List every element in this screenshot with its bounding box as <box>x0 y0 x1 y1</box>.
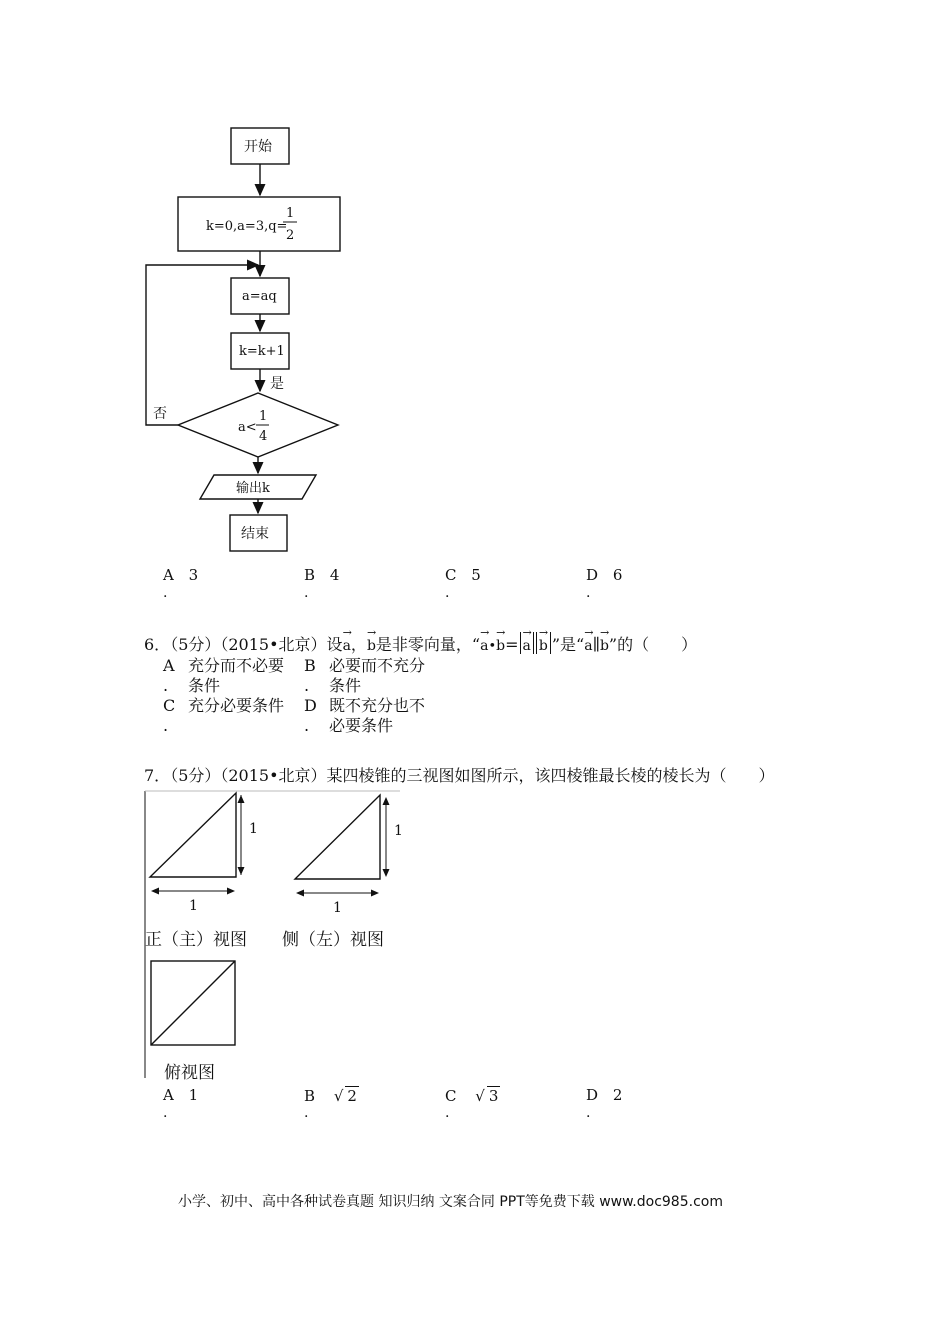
option-value: 6 <box>612 566 623 584</box>
front-view-triangle <box>150 793 236 877</box>
q7-option-d[interactable]: D 2 . <box>586 1086 623 1121</box>
side-width-label: 1 <box>333 900 342 916</box>
no-label: 否 <box>153 406 167 422</box>
start-text: 开始 <box>244 139 272 155</box>
front-view-label: 正（主）视图 <box>145 930 247 950</box>
option-radicand: 2 <box>347 1087 357 1105</box>
q7-option-c[interactable]: C √ 3 . <box>445 1087 499 1121</box>
stem-text: ”是“ <box>551 635 585 654</box>
stem-text: 设 <box>326 635 343 654</box>
equals-sign: = <box>505 635 519 654</box>
option-letter: A <box>163 656 175 675</box>
vector-b: → b <box>539 632 548 654</box>
question-source: （2015•北京） <box>220 635 327 654</box>
option-dot: . <box>163 676 169 695</box>
option-text: 条件 <box>329 676 362 695</box>
option-text: 必要而不充分 <box>329 656 426 675</box>
cond-frac-den: 4 <box>259 429 268 444</box>
option-letter: C <box>163 696 176 715</box>
yes-label: 是 <box>270 376 284 392</box>
end-text: 结束 <box>241 526 269 542</box>
option-letter: D <box>586 1086 599 1104</box>
vector-a: → a <box>584 632 592 654</box>
abs-a <box>520 632 534 654</box>
init-frac-num: 1 <box>286 206 295 221</box>
option-text: 条件 <box>188 676 221 695</box>
option-text: 既不充分也不 <box>329 696 426 715</box>
front-height-label: 1 <box>249 821 258 837</box>
vector-b: → b <box>367 632 376 654</box>
option-dot: . <box>304 716 310 735</box>
vector-a: → a <box>523 632 531 654</box>
step1-text: a=aq <box>242 289 277 304</box>
option-letter: B <box>304 566 316 584</box>
option-letter: D <box>304 696 317 715</box>
option-letter: A <box>163 1086 174 1104</box>
option-value: 3 <box>188 566 199 584</box>
question-number: 7． <box>144 766 171 785</box>
q7-option-a[interactable]: A 1 . <box>163 1086 199 1121</box>
option-value: 4 <box>329 566 340 584</box>
init-frac-den: 2 <box>286 228 295 243</box>
stem-text: 某四棱锥的三视图如图所示，该四棱锥最长棱的棱长为（ ） <box>326 766 775 785</box>
option-value: 1 <box>188 1086 199 1104</box>
front-width-label: 1 <box>189 898 198 914</box>
option-value: 2 <box>612 1086 623 1104</box>
option-letter: A <box>163 566 174 584</box>
side-view-label: 侧（左）视图 <box>282 930 384 950</box>
abs-b <box>536 632 551 654</box>
parallel-sign: ∥ <box>592 635 600 654</box>
q5-option-a[interactable]: A 3 . <box>163 566 199 601</box>
flowchart <box>0 0 420 560</box>
stem-text: ”的（ ） <box>608 635 698 654</box>
q6-stem <box>144 632 697 655</box>
dot-product: • <box>488 639 497 654</box>
q5-option-b[interactable]: B 4 . <box>304 566 340 601</box>
sqrt-icon: √ <box>333 1087 344 1105</box>
q5-option-d[interactable]: D 6 . <box>586 566 623 601</box>
vector-a: → a <box>480 632 488 654</box>
question-score: （5分） <box>170 635 221 654</box>
cond-frac-num: 1 <box>259 409 268 424</box>
footer-text[interactable]: 小学、初中、高中各种试卷真题 知识归纳 文案合同 PPT等免费下载 www.doc985.com <box>178 1194 723 1210</box>
q7-option-b[interactable]: B √ 2 . <box>304 1087 357 1121</box>
vector-a: → a <box>343 632 351 654</box>
step2-text: k=k+1 <box>239 344 285 359</box>
option-letter: C <box>445 1087 457 1105</box>
option-letter: B <box>304 656 316 675</box>
option-radicand: 3 <box>488 1087 499 1105</box>
question-source: （2015•北京） <box>220 766 327 785</box>
stem-text: ， <box>350 635 367 654</box>
option-letter: B <box>304 1087 316 1105</box>
vector-b: → b <box>600 632 609 654</box>
stem-text: 是非零向量，“ <box>375 635 481 654</box>
option-text: 必要条件 <box>329 716 394 735</box>
option-letter: C <box>445 566 457 584</box>
top-view-label: 俯视图 <box>164 1063 215 1083</box>
init-text: k=0,a=3,q= <box>206 219 288 234</box>
option-text: 充分必要条件 <box>188 696 285 715</box>
option-dot: . <box>163 716 169 735</box>
sqrt-icon: √ <box>475 1087 485 1105</box>
question-number: 6． <box>144 635 171 654</box>
cond-text: a< <box>238 420 257 435</box>
vector-b: → b <box>496 632 505 654</box>
question-score: （5分） <box>170 766 221 785</box>
q5-option-c[interactable]: C 5 . <box>445 566 481 601</box>
side-height-label: 1 <box>394 823 403 839</box>
option-dot: . <box>304 676 310 695</box>
side-view-triangle <box>295 795 380 879</box>
option-letter: D <box>586 566 599 584</box>
option-text: 充分而不必要 <box>188 656 285 675</box>
option-value: 5 <box>471 566 481 584</box>
output-text: 输出k <box>236 481 270 496</box>
